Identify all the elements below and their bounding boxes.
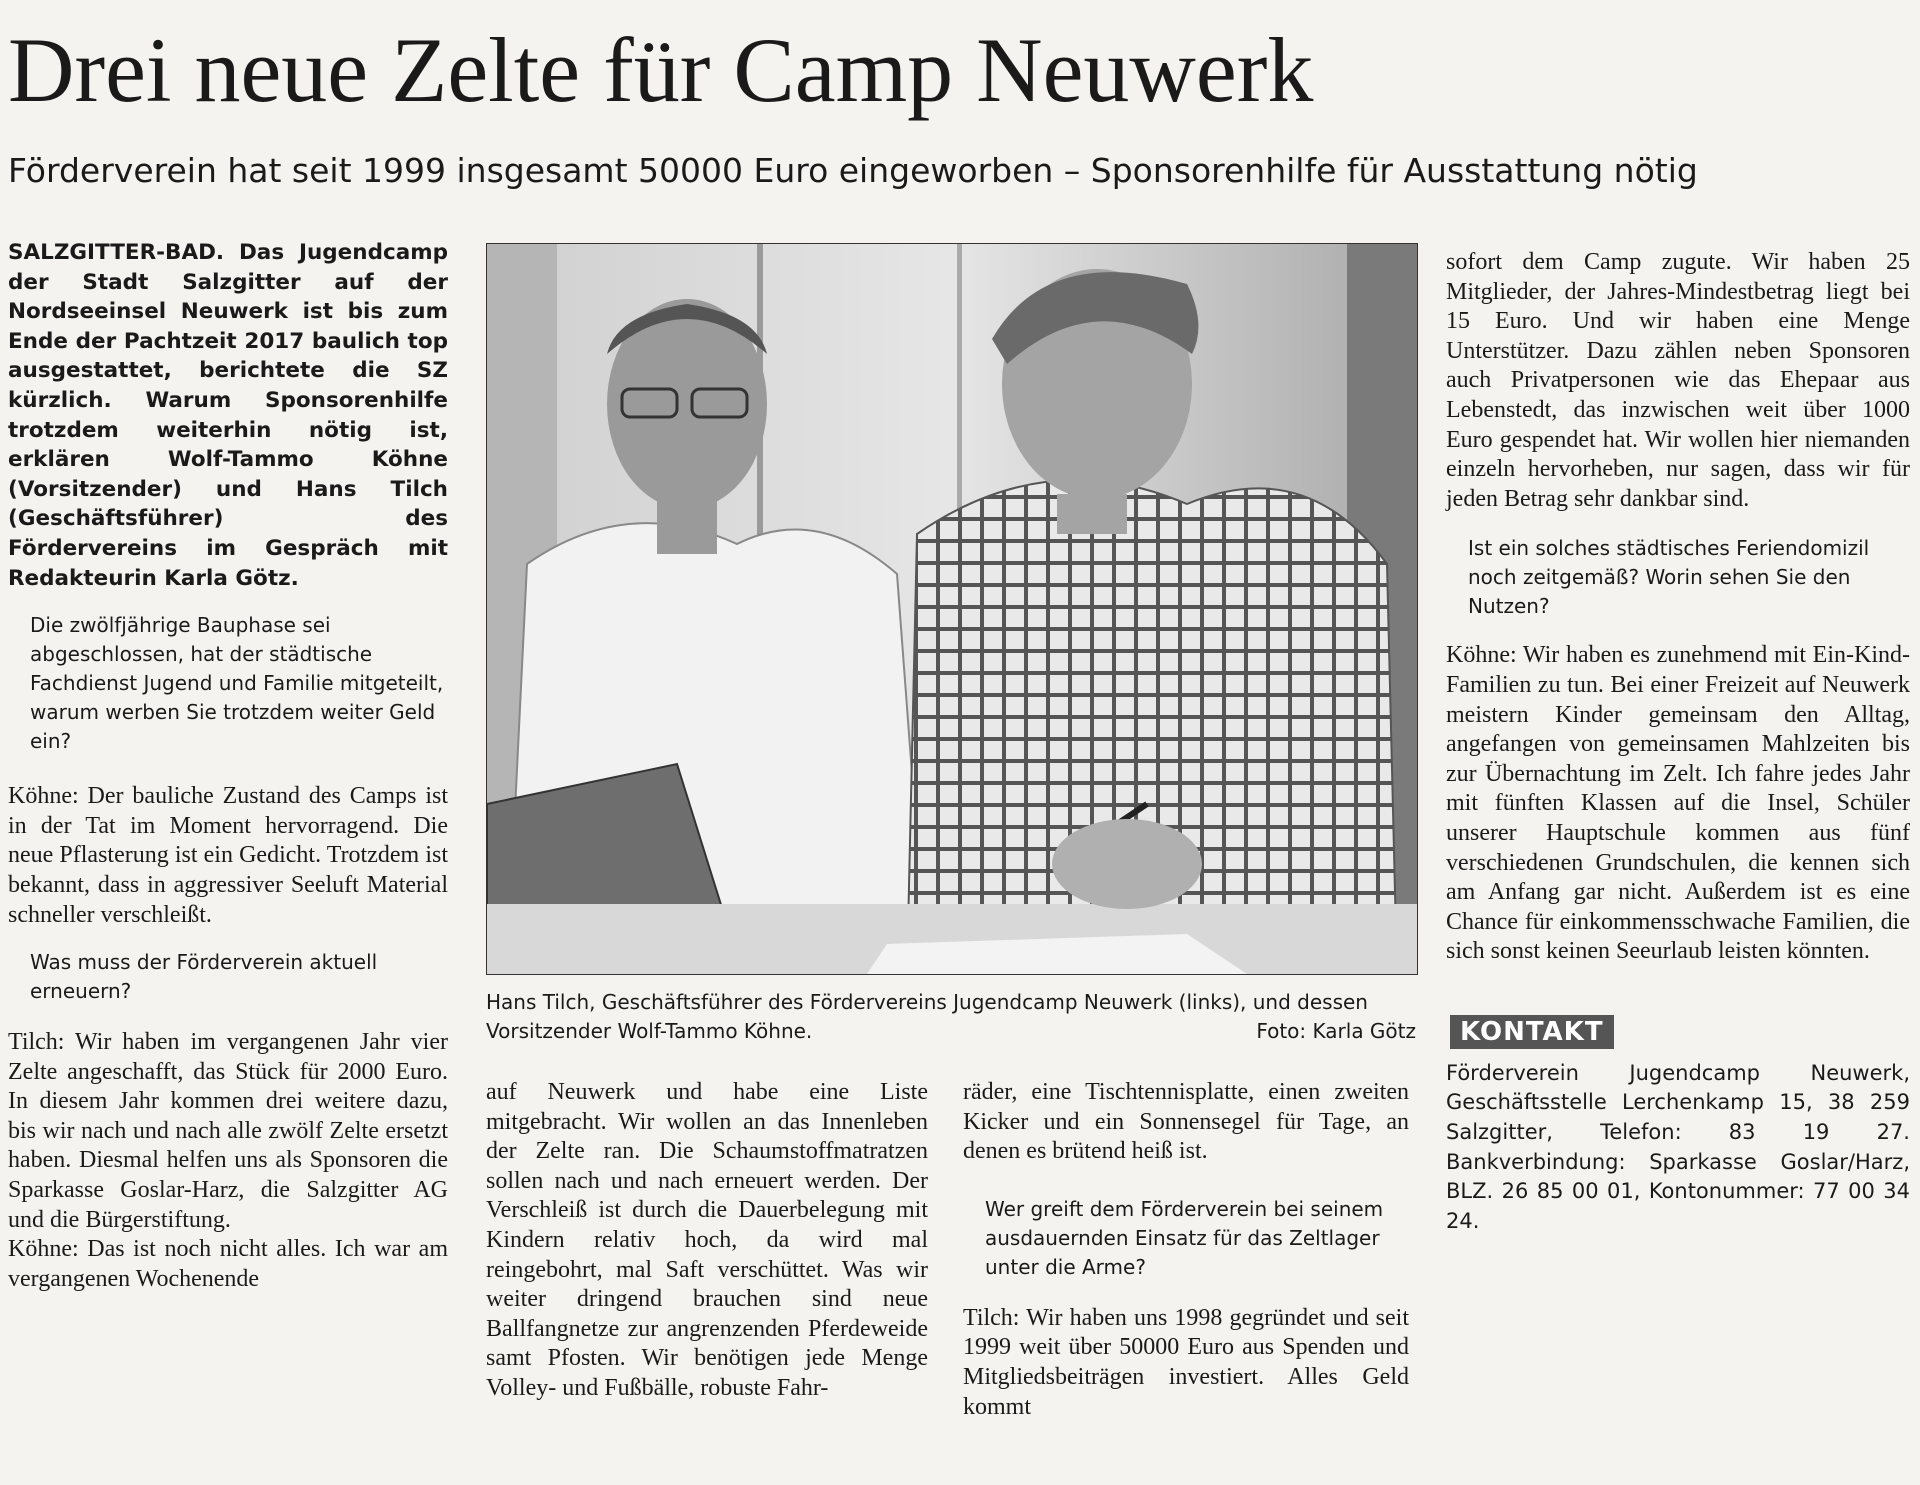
contact-label: KONTAKT [1450,1015,1614,1049]
contact-box [1446,1015,1910,1237]
photo-credit: Foto: Karla Götz [1256,1019,1416,1043]
photo-caption [486,988,1416,1046]
interview-answer: Köhne: Wir haben es zunehmend mit Ein-Kind-Familien zu tun. Bei einer Freizeit auf Neuwerk meistern Kinder gemeinsam den Alltag, angefangen von gemeinsamen Mahlzeiten bis zur Übernachtung im Zelt. Ich fahre jedes Jahr mit fünften Klassen auf die Insel, Schüler unserer Hauptschule kommen aus fünf verschiedenen Grundschulen, die kennen sich am Anfang gar nicht. Außerdem ist es eine Chance für einkommensschwache Familien, die sich sonst keinen Seeurlaub leisten könnten. [1446,642,1910,965]
subheadline: Förderverein hat seit 1999 insgesamt 50000 Euro eingeworben – Sponsorenhilfe für Ausstattung nötig [8,151,1698,190]
interview-question: Wer greift dem Förderverein bei seinem ausdauernden Einsatz für das Zeltlager unter die Arme? [985,1196,1384,1279]
interview-answer: Tilch: Wir haben im vergangenen Jahr vier Zelte angeschafft, das Stück für 2000 Euro. In diesem Jahr kommen drei weitere dazu, bis wir nach und nach alle zwölf Zelte ersetzt haben. Diesmal helfen uns als Sponsoren die Sparkasse Goslar-Harz, die Salzgitter AG und die Bürgerstiftung. [8,1029,448,1233]
interview-answer: räder, eine Tischtennisplatte, einen zweiten Kicker und ein Sonnensegel für Tage, an denen es brütend heiß ist. [963,1079,1409,1165]
interview-answer: sofort dem Camp zugute. Wir haben 25 Mitglieder, der Jahres-Mindestbetrag liegt bei 15 Euro. Und wir haben eine Menge Unterstützer. Dazu zählen neben Sponsoren auch Privatpersonen wie das Ehepaar aus Lebenstedt, das inzwischen weit über 1000 Euro gespendet hat. Wir wollen hier niemanden einzeln hervorheben, nur sagen, dass wir für jeden Betrag sehr dankbar sind. [1446,249,1910,512]
interview-question: Was muss der Förderverein aktuell erneuern? [30,950,378,1004]
headline: Drei neue Zelte für Camp Neuwerk [8,19,1314,121]
interview-question: Die zwölfjährige Bauphase sei abgeschlossen, hat der städtische Fachdienst Jugend und Familie mitgeteilt, warum werben Sie trotzdem weiter Geld ein? [30,613,444,754]
contact-text: Förderverein Jugendcamp Neuwerk, Geschäftsstelle Lerchenkamp 15, 38 259 Salzgitter, Telefon: 83 19 27. Bankverbindung: Sparkasse Goslar/Harz, BLZ. 26 85 00 01, Kontonummer: 77 00 34 24. [1446,1060,1910,1233]
lead-paragraph: SALZGITTER-BAD. Das Jugendcamp der Stadt Salzgitter auf der Nordseeinsel Neuwerk ist bis zum Ende der Pachtzeit 2017 baulich top ausgestattet, berichtete die SZ kürzlich. Warum Sponsorenhilfe trotzdem weiterhin nötig ist, erklären Wolf-Tammo Köhne (Vorsitzender) und Hans Tilch (Geschäftsführer) des Fördervereins im Gespräch mit Redakteurin Karla Götz. [8,240,448,591]
column-2 [486,1078,928,1404]
interview-answer: Köhne: Das ist noch nicht alles. Ich war am vergangenen Wochenende [8,1236,448,1292]
interview-question: Ist ein solches städtisches Feriendomizil noch zeitgemäß? Worin sehen Sie den Nutzen? [1468,536,1870,619]
article-photo [486,243,1418,975]
column-1 [8,238,448,1294]
interview-answer: Tilch: Wir haben uns 1998 gegründet und seit 1999 weit über 50000 Euro aus Spenden und Mitgliedsbeiträgen investiert. Alles Geld kommt [963,1304,1409,1420]
caption-text: Hans Tilch, Geschäftsführer des Fördervereins Jugendcamp Neuwerk (links), und dessen Vorsitzender Wolf-Tammo Köhne. [486,990,1368,1043]
interview-answer: Köhne: Der bauliche Zustand des Camps ist in der Tat im Moment hervorragend. Die neue Pflasterung ist ein Gedicht. Trotzdem ist bekannt, dass in aggressiver Seeluft Material schneller verschleißt. [8,783,448,928]
column-4 [1446,248,1910,1236]
column-3 [963,1078,1409,1422]
interview-answer: auf Neuwerk und habe eine Liste mitgebracht. Wir wollen an das Innenleben der Zelte ran. Die Schaumstoffmatratzen sollen nach und nach erneuert werden. Der Verschleiß ist durch die Dauerbelegung mit Kindern relativ hoch, da wird mal reingebohrt, mal Saft verschüttet. Was wir weiter dringend brauchen sind neue Ballfangnetze zur angrenzenden Pferdeweide samt Pfosten. Wir benötigen jede Menge Volley- und Fußbälle, robuste Fahr- [486,1079,928,1401]
